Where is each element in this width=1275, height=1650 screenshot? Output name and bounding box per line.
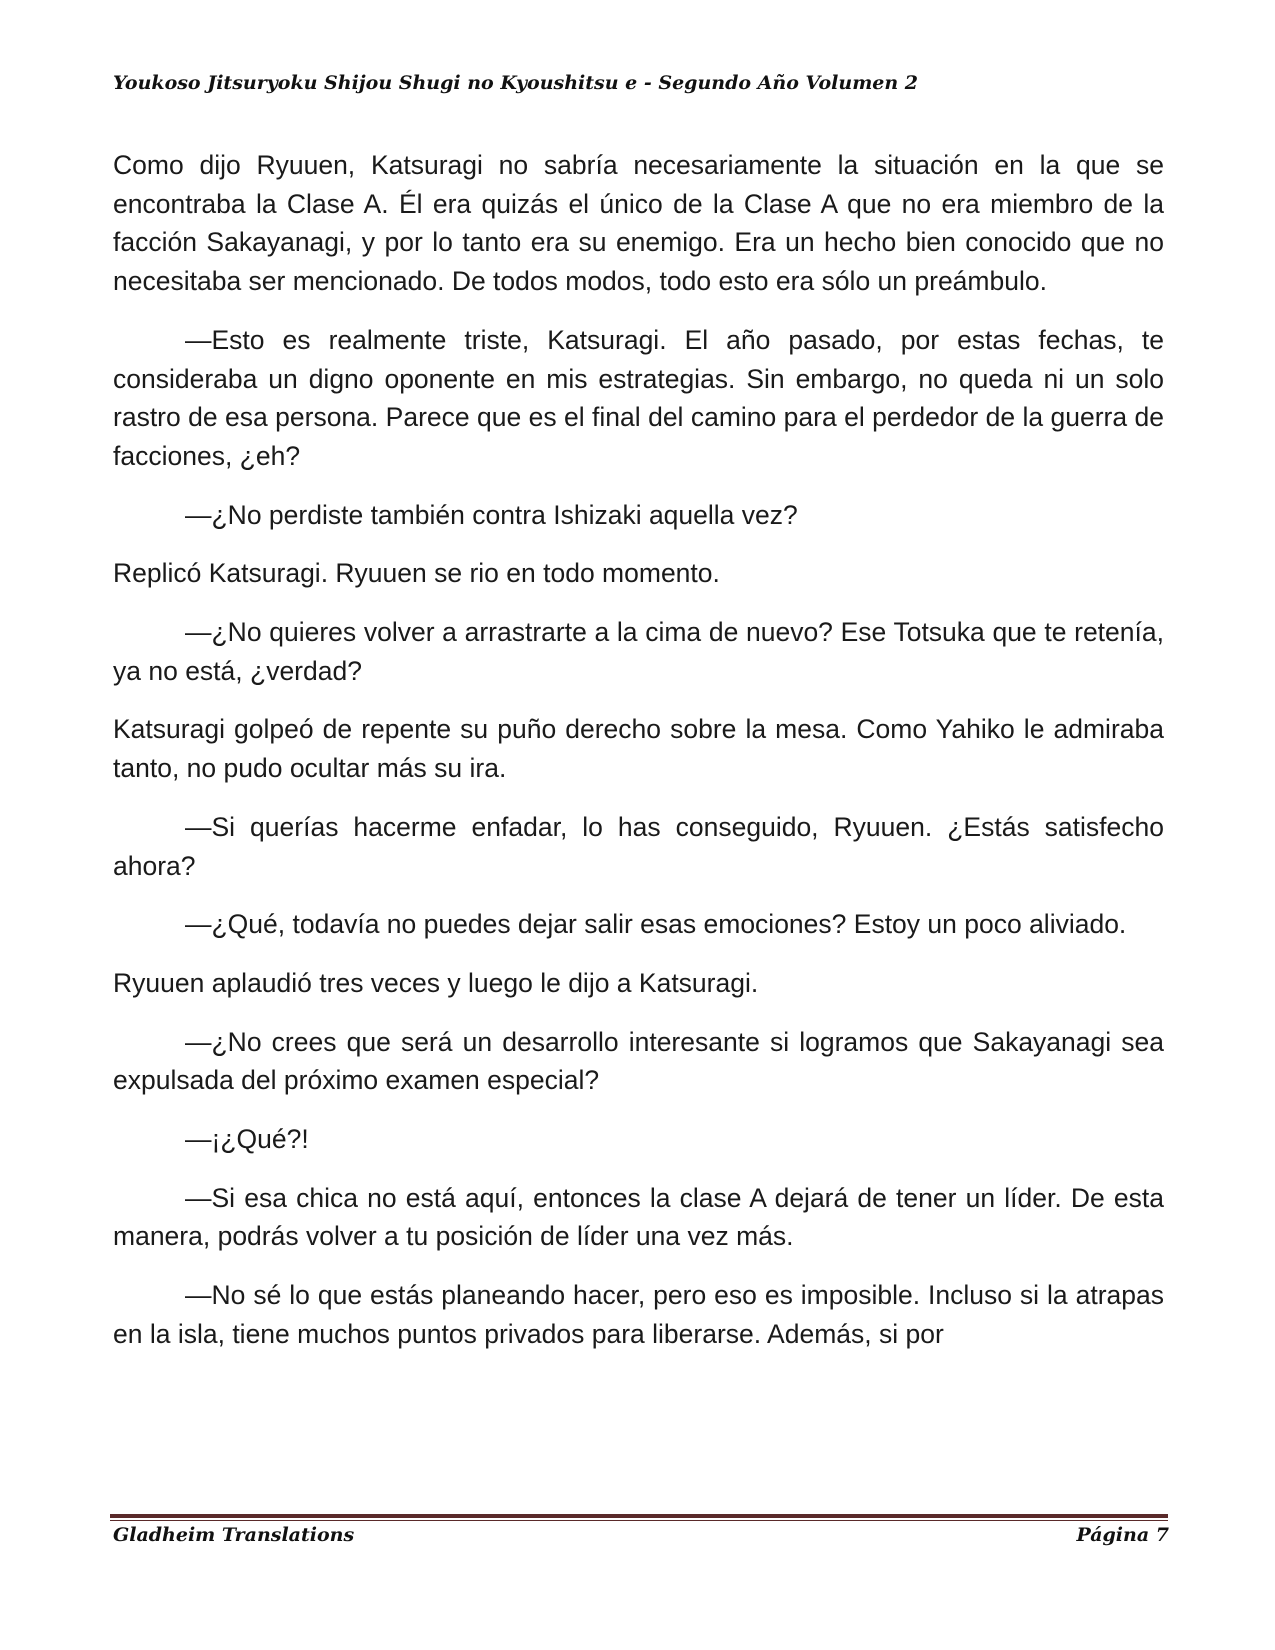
footer-divider bbox=[110, 1514, 1168, 1521]
footer-publisher: Gladheim Translations bbox=[113, 1524, 355, 1546]
dialog-line: —¿No quieres volver a arrastrarte a la cima de nuevo? Ese Totsuka que te retenía, ya no está, ¿verdad? bbox=[113, 617, 1164, 686]
paragraph: Como dijo Ryuuen, Katsuragi no sabría necesariamente la situación en la que se encontraba la Clase A. Él era quizás el único de la Clase A que no era miembro de la facción Sakayanagi, y por lo tanto era su enemigo. Era un hecho bien conocido que no necesitaba ser mencionado. De todos modos, todo esto era sólo un preámbulo. bbox=[113, 150, 1164, 297]
paragraph: Ryuuen aplaudió tres veces y luego le dijo a Katsuragi. bbox=[113, 967, 759, 998]
dialog-line: —¿Qué, todavía no puedes dejar salir esas emociones? Estoy un poco aliviado. bbox=[185, 909, 1127, 940]
page-number: Página 7 bbox=[1076, 1524, 1169, 1546]
dialog-line: —¿No perdiste también contra Ishizaki aquella vez? bbox=[185, 499, 798, 530]
document-body bbox=[113, 146, 1164, 1374]
paragraph: Katsuragi golpeó de repente su puño derecho sobre la mesa. Como Yahiko le admiraba tanto, no pudo ocultar más su ira. bbox=[113, 714, 1164, 784]
paragraph: Replicó Katsuragi. Ryuuen se rio en todo momento. bbox=[113, 558, 720, 589]
page-header-title: Youkoso Jitsuryoku Shijou Shugi no Kyoushitsu e - Segundo Año Volumen 2 bbox=[113, 72, 919, 94]
dialog-line: —¿No crees que será un desarrollo interesante si logramos que Sakayanagi sea expulsada del próximo examen especial? bbox=[113, 1026, 1164, 1096]
dialog-line: —Si esa chica no está aquí, entonces la clase A dejará de tener un líder. De esta manera, podrás volver a tu posición de líder una vez más. bbox=[113, 1182, 1164, 1252]
dialog-line: —No sé lo que estás planeando hacer, pero eso es imposible. Incluso si la atrapas en la isla, tiene muchos puntos privados para liberarse. Además, si por bbox=[113, 1280, 1164, 1349]
dialog-line: —¡¿Qué?! bbox=[185, 1124, 309, 1155]
dialog-line: —Si querías hacerme enfadar, lo has conseguido, Ryuuen. ¿Estás satisfecho ahora? bbox=[113, 811, 1164, 881]
dialog-line: —Esto es realmente triste, Katsuragi. El año pasado, por estas fechas, te consideraba un digno oponente en mis estrategias. Sin embargo, no queda ni un solo rastro de esa persona. Parece que es el final del camino para el perdedor de la guerra de facciones, ¿eh? bbox=[113, 324, 1164, 471]
